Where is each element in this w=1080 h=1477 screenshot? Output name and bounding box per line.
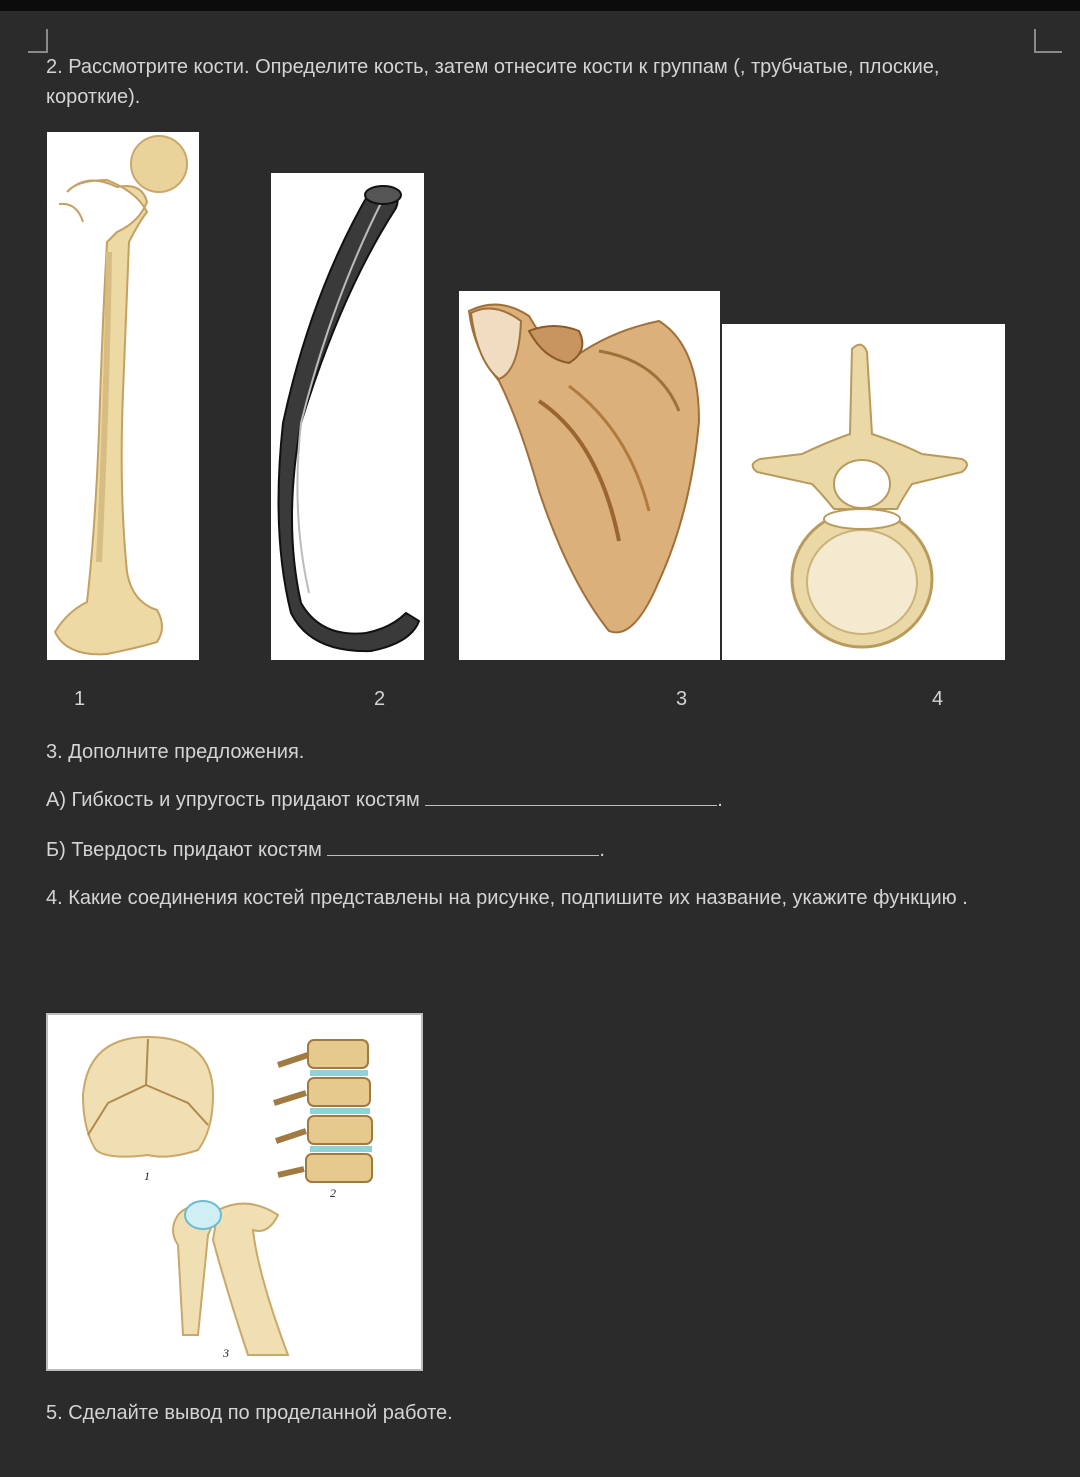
joint-label-3: 3 [223,1346,229,1360]
task-3-line-a-text: А) Гибкость и упругость придают костям [46,789,420,811]
scapula-bone-illustration [459,291,720,660]
figure-label-4: 4 [932,688,944,710]
rib-bone-illustration [271,173,424,660]
answer-blank-a[interactable] [425,787,717,806]
figure-label-2: 2 [374,688,386,710]
task-4-text: 4. Какие соединения костей представлены на рисунке, подпишите их название, укажите функцию . [46,887,968,909]
joint-label-1: 1 [144,1169,150,1183]
answer-blank-b[interactable] [327,837,599,856]
page-corner-mark-right [1034,29,1062,53]
task-2-text: 2. Рассмотрите кости. Определите кость, затем отнесите кости к группам (, трубчатые, плоские, короткие). [46,56,940,108]
page-corner-mark-left [28,29,48,53]
task-3-line-b-text: Б) Твердость придают костям [46,839,322,861]
task-3-line-a [46,785,723,815]
shoulder-joint-icon [173,1201,288,1355]
task-3-title: 3. Дополните предложения. [46,741,305,763]
figure-label-1: 1 [74,688,86,710]
task-3-line-b-end: . [599,839,605,861]
task-3-line-a-end: . [717,789,723,811]
spine-segment-icon [274,1040,372,1182]
joint-label-2: 2 [330,1186,336,1200]
bone-joints-illustration [46,1013,423,1371]
task-5-text: 5. Сделайте вывод по проделанной работе. [46,1402,453,1424]
figure-label-3: 3 [676,688,688,710]
femur-bone-illustration [47,132,199,660]
top-status-bar [0,0,1080,11]
vertebra-bone-illustration [722,324,1005,660]
task-3-line-b [46,835,605,865]
